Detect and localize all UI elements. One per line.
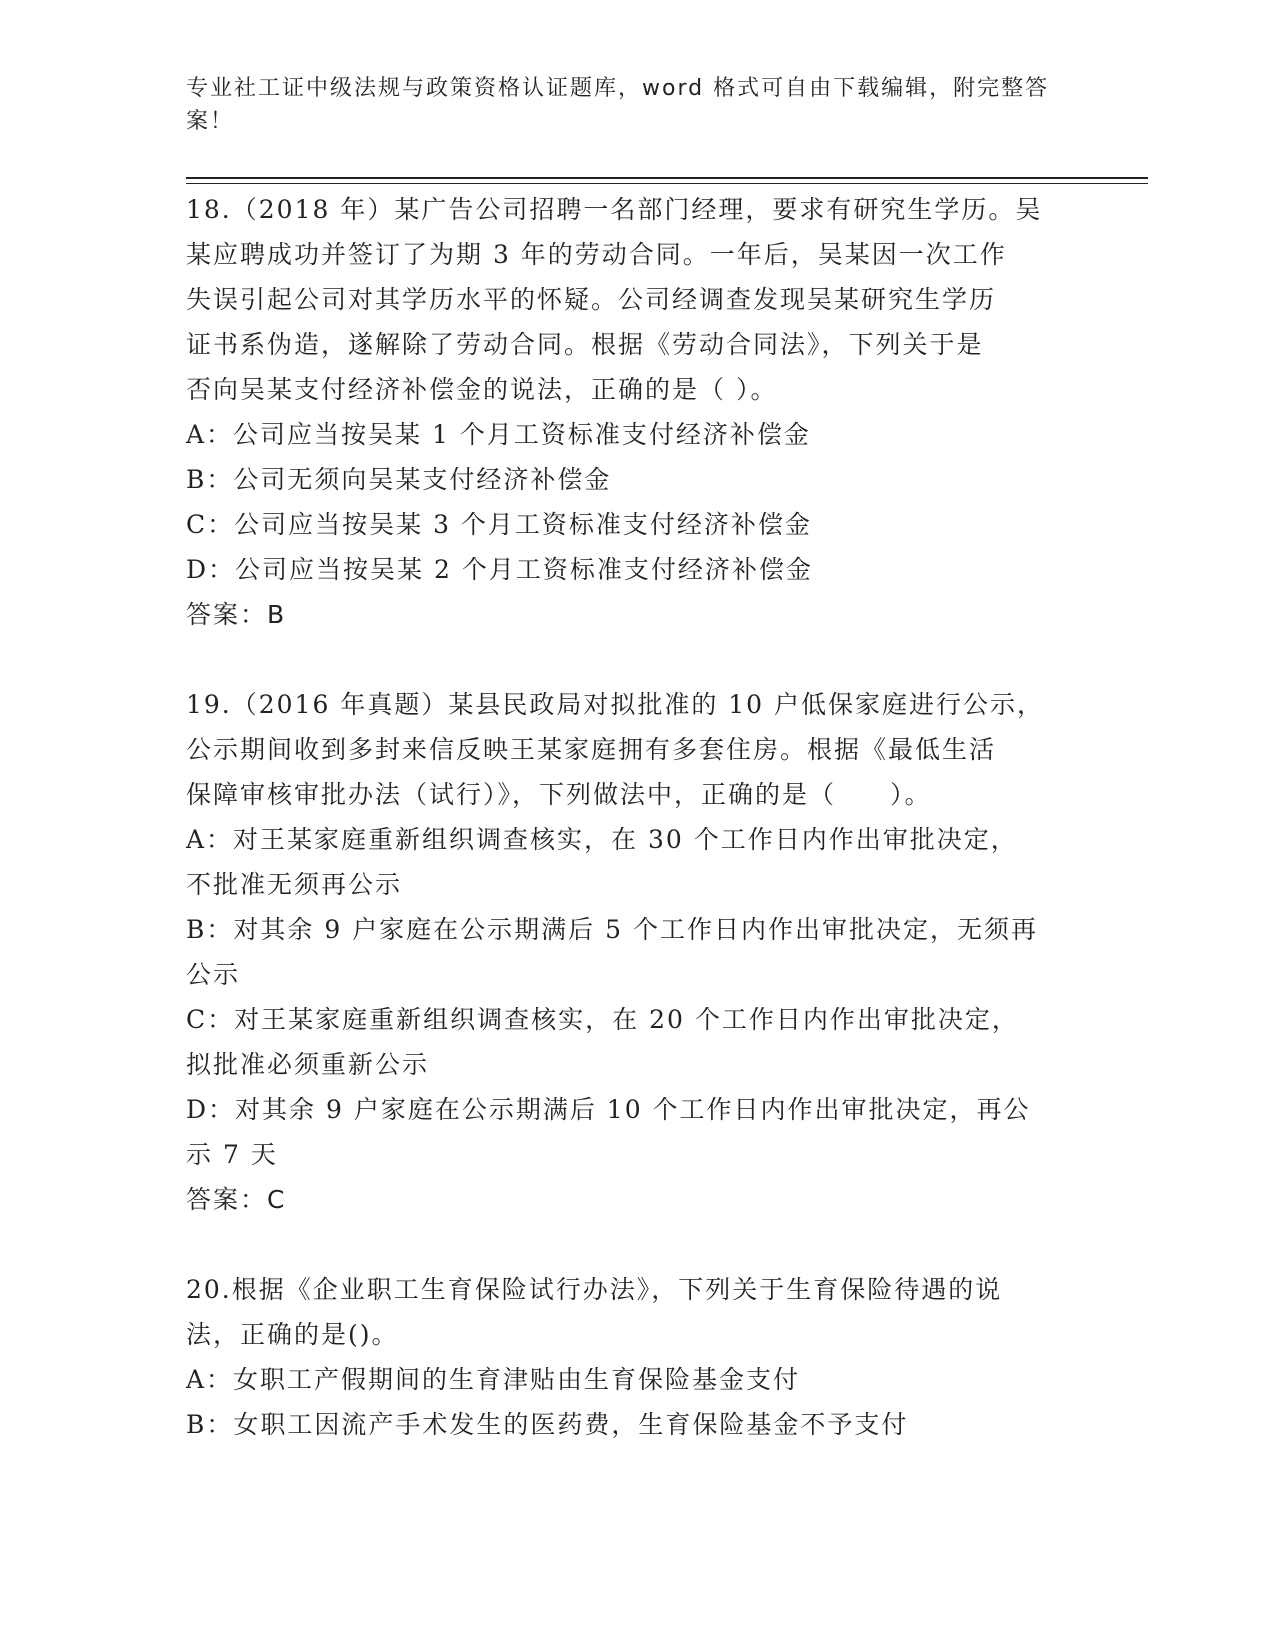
question-20 [186, 1267, 1066, 1447]
spacer [186, 637, 1066, 682]
question-stem-line: 失误引起公司对其学历水平的怀疑。公司经调查发现吴某研究生学历 [186, 285, 997, 314]
header-divider-thick [186, 177, 1148, 179]
spacer [186, 1222, 1066, 1267]
option-b-continued: 公示 [186, 960, 241, 989]
option-d-continued: 示 7 天 [186, 1140, 278, 1169]
option-b: B：女职工因流产手术发生的医药费，生育保险基金不予支付 [186, 1410, 909, 1439]
question-19 [186, 682, 1066, 1222]
option-a: A：公司应当按吴某 1 个月工资标准支付经济补偿金 [186, 420, 811, 449]
question-stem-line: 法，正确的是()。 [186, 1320, 399, 1349]
question-18 [186, 187, 1066, 637]
question-stem-line: 公示期间收到多封来信反映王某家庭拥有多套住房。根据《最低生活 [186, 735, 997, 764]
question-stem-line: 证书系伪造，遂解除了劳动合同。根据《劳动合同法》，下列关于是 [186, 330, 984, 359]
answer-line: 答案：C [186, 1185, 287, 1214]
option-b: B：对其余 9 户家庭在公示期满后 5 个工作日内作出审批决定，无须再 [186, 915, 1038, 944]
question-stem-line: 20.根据《企业职工生育保险试行办法》，下列关于生育保险待遇的说 [186, 1275, 1003, 1304]
option-a-continued: 不批准无须再公示 [186, 870, 403, 899]
option-a: A：对王某家庭重新组织调查核实，在 30 个工作日内作出审批决定， [186, 825, 1018, 854]
option-d: D：对其余 9 户家庭在公示期满后 10 个工作日内作出审批决定，再公 [186, 1095, 1031, 1124]
document-body [186, 187, 1066, 1447]
question-stem-line: 否向吴某支付经济补偿金的说法，正确的是（ ）。 [186, 375, 778, 404]
option-d: D：公司应当按吴某 2 个月工资标准支付经济补偿金 [186, 555, 813, 584]
header-line-2: 案！ [186, 109, 235, 134]
option-c: C：对王某家庭重新组织调查核实，在 20 个工作日内作出审批决定， [186, 1005, 1019, 1034]
question-stem-line: 19.（2016 年真题）某县民政局对拟批准的 10 户低保家庭进行公示， [186, 690, 1045, 719]
header-divider-thin [186, 183, 1148, 184]
option-c: C：公司应当按吴某 3 个月工资标准支付经济补偿金 [186, 510, 812, 539]
question-stem-line: 保障审核审批办法（试行）》，下列做法中，正确的是（ ）。 [186, 780, 932, 809]
option-c-continued: 拟批准必须重新公示 [186, 1050, 430, 1079]
question-stem-line: 某应聘成功并签订了为期 3 年的劳动合同。一年后，吴某因一次工作 [186, 240, 1007, 269]
question-stem-line: 18.（2018 年）某广告公司招聘一名部门经理，要求有研究生学历。吴 [186, 195, 1043, 224]
header-line-1: 专业社工证中级法规与政策资格认证题库，word 格式可自由下载编辑，附完整答 [186, 76, 1050, 101]
answer-line: 答案：B [186, 600, 287, 629]
page-header [186, 72, 1066, 138]
option-b: B：公司无须向吴某支付经济补偿金 [186, 465, 612, 494]
option-a: A：女职工产假期间的生育津贴由生育保险基金支付 [186, 1365, 801, 1394]
